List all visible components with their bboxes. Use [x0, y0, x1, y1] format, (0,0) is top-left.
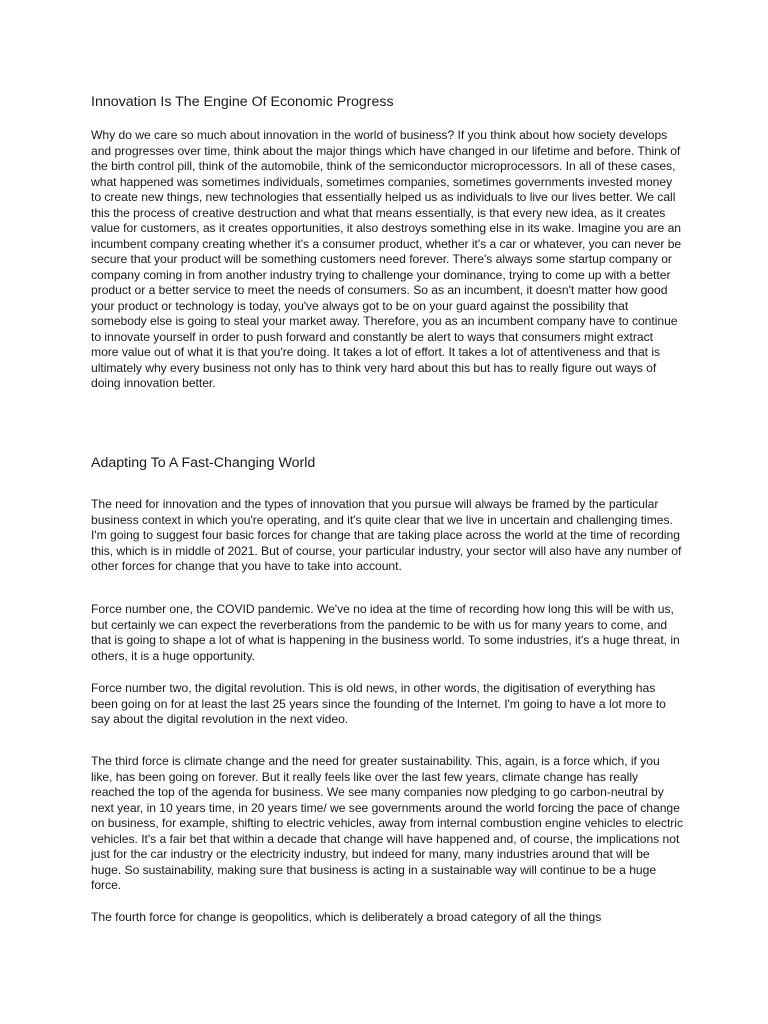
section-heading-innovation: Innovation Is The Engine Of Economic Progress: [91, 94, 394, 110]
paragraph-force-digital: Force number two, the digital revolution. This is old news, in other words, the digitisation of everything has been going on for at least the last 25 years since the founding of the Internet. I'm going to have a lot more to say about the digital revolution in the next video.: [91, 681, 666, 726]
paragraph-force-geopolitics: The fourth force for change is geopolitics, which is deliberately a broad category of all the things: [91, 910, 602, 924]
paragraph-innovation: Why do we care so much about innovation in the world of business? If you think about how society develops and progresses over time, think about the major things which have changed in our lifetime and before. Think of the birth control pill, think of the automobile, think of the semiconductor microprocessors. In all of these cases, what happened was sometimes individuals, sometimes companies, sometimes governments invested money to create new things, new technologies that essentially helped us as individuals to live our lives better. We call this the process of creative destruction and what that means essentially, is that every new idea, as it creates value for customers, as it creates opportunities, it also destroys something else in its wake. Imagine you are an incumbent company creating whether it's a consumer product, whether it's a car or whatever, you can never be secure that your product will be something customers need forever. There's always some startup company or company coming in from another industry trying to challenge your dominance, trying to come up with a better product or a better service to meet the needs of consumers. So as an incumbent, it doesn't matter how good your product or technology is today, you've always got to be on your guard against the possibility that somebody else is going to steal your market away. Therefore, you as an incumbent company have to continue to innovate yourself in order to push forward and constantly be alert to ways that consumers might extract more value out of what it is that you're doing. It takes a lot of effort. It takes a lot of attentiveness and that is ultimately why every business not only has to think very hard about this but has to really figure out ways of doing innovation better.: [91, 128, 682, 390]
paragraph-force-covid: Force number one, the COVID pandemic. We've no idea at the time of recording how long this will be with us, but certainly we can expect the reverberations from the pandemic to be with us for many years to come, and that is going to shape a lot of what is happening in the business world. To some industries, it's a huge threat, in others, it is a huge opportunity.: [91, 602, 680, 663]
section-heading-adapting: Adapting To A Fast-Changing World: [91, 455, 316, 471]
paragraph-force-climate: The third force is climate change and the need for greater sustainability. This, again, is a force which, if you like, has been going on forever. But it really feels like over the last few years, climate change has really reached the top of the agenda for business. We see many companies now pledging to go carbon-neutral by next year, in 10 years time, in 20 years time/ we see governments around the world forcing the pace of change on business, for example, shifting to electric vehicles, away from internal combustion engine vehicles to electric vehicles. It's a fair bet that within a decade that change will have happened and, of course, the implications not just for the car industry or the electricity industry, but indeed for many, many industries around that will be huge. So sustainability, making sure that business is acting in a sustainable way will continue to be a huge force.: [91, 754, 683, 892]
paragraph-context: The need for innovation and the types of innovation that you pursue will always be framed by the particular business context in which you're operating, and it's quite clear that we live in uncertain and challenging times. I'm going to suggest four basic forces for change that are taking place across the world at the time of recording this, which is in middle of 2021. But of course, your particular industry, your sector will also have any number of other forces for change that you have to take into account.: [91, 497, 682, 573]
